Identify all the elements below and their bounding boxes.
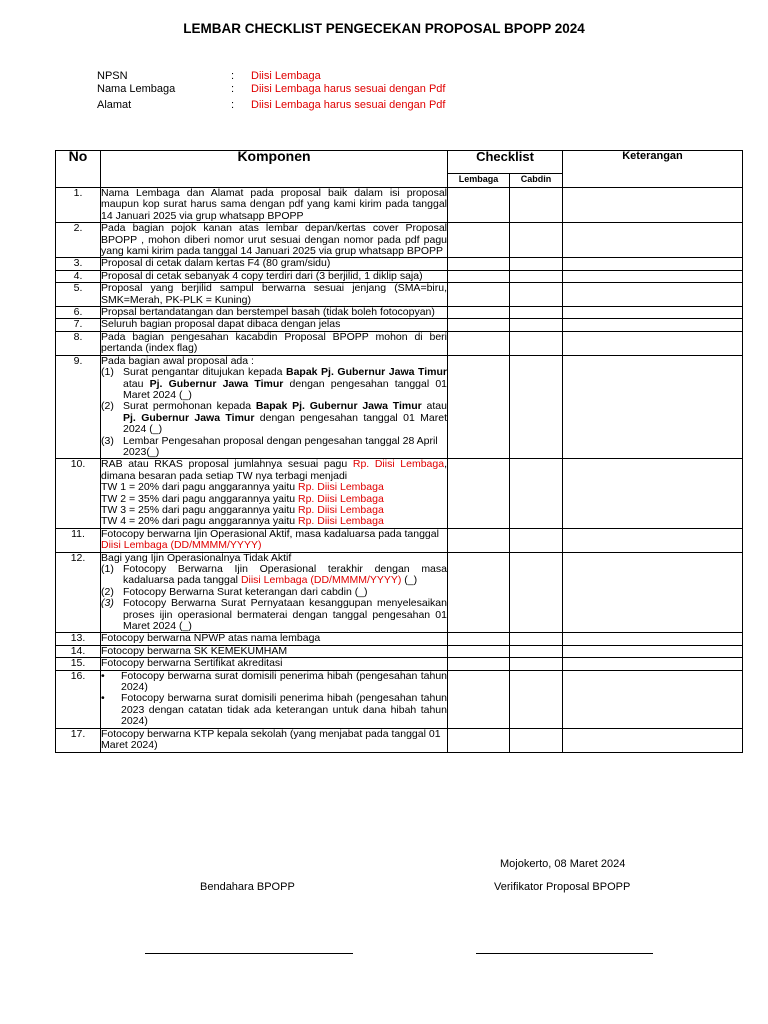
keterangan-cell[interactable] xyxy=(563,728,743,752)
checkbox-cabdin[interactable] xyxy=(510,283,563,307)
checkbox-cabdin[interactable] xyxy=(510,331,563,355)
sub-item-text: dengan pengesahan tanggal 01 Maret 2024 (_) xyxy=(123,377,447,401)
row-component: Proposal di cetak dalam kertas F4 (80 gram/sidu) xyxy=(101,258,448,270)
checkbox-lembaga[interactable] xyxy=(448,528,510,552)
row-component: Nama Lembaga dan Alamat pada proposal baik dalam isi proposal maupun kop surat harus sama dengan pdf yang kami kirim pada tanggal 14 Januari 2025 via grup whatsapp BPOPP xyxy=(101,187,447,222)
row-component: Fotocopy berwarna SK KEMEKUMHAM xyxy=(101,645,448,657)
signer-left-title: Bendahara BPOPP xyxy=(200,881,295,893)
placeholder-text: Rp. Diisi Lembaga xyxy=(298,503,384,516)
row-intro: Pada bagian awal proposal ada : xyxy=(101,354,254,367)
sub-item-marker: (2) xyxy=(101,585,114,598)
keterangan-cell[interactable] xyxy=(563,658,743,670)
checkbox-lembaga[interactable] xyxy=(448,283,510,307)
sub-item-marker: (3) xyxy=(101,434,114,447)
keterangan-cell[interactable] xyxy=(563,319,743,331)
checkbox-lembaga[interactable] xyxy=(448,459,510,528)
checkbox-lembaga[interactable] xyxy=(448,223,510,258)
header-no: No xyxy=(56,151,101,188)
placeholder-text: Rp. Diisi Lembaga xyxy=(298,492,384,505)
row-number: 2. xyxy=(56,223,101,258)
info-label: NPSN xyxy=(97,70,128,82)
checkbox-lembaga[interactable] xyxy=(448,307,510,319)
signature-line-left xyxy=(145,953,353,954)
checkbox-cabdin[interactable] xyxy=(510,728,563,752)
sub-item-bold: Pj. Gubernur Jawa Timur xyxy=(123,411,255,424)
row-component: Fotocopy berwarna NPWP atas nama lembaga xyxy=(101,633,448,645)
tw-label: TW 4 = 20% dari pagu anggarannya yaitu xyxy=(101,515,298,528)
row-component: Fotocopy berwarna KTP kepala sekolah (yang menjabat pada tanggal 01 Maret 2024) xyxy=(101,728,448,752)
checkbox-cabdin[interactable] xyxy=(510,355,563,459)
table-row xyxy=(56,270,743,282)
bullet-item xyxy=(101,671,447,694)
checkbox-cabdin[interactable] xyxy=(510,645,563,657)
keterangan-cell[interactable] xyxy=(563,331,743,355)
header-keterangan: Keterangan xyxy=(563,151,743,188)
checkbox-cabdin[interactable] xyxy=(510,633,563,645)
row-number: 13. xyxy=(56,633,101,645)
checkbox-lembaga[interactable] xyxy=(448,552,510,633)
tw-label: TW 2 = 35% dari pagu anggarannya yaitu xyxy=(101,492,298,505)
header-checklist: Checklist xyxy=(448,151,563,174)
keterangan-cell[interactable] xyxy=(563,528,743,552)
keterangan-cell[interactable] xyxy=(563,307,743,319)
sub-item xyxy=(101,436,447,459)
row-number: 3. xyxy=(56,258,101,270)
keterangan-cell[interactable] xyxy=(563,258,743,270)
table-row xyxy=(56,658,743,670)
checklist-table xyxy=(55,150,743,753)
table-row xyxy=(56,331,743,355)
row-component: Proposal yang berjilid sampul berwarna sesuai jenjang (SMA=biru, SMK=Merah, PK-PLK = Kuning) xyxy=(101,282,447,306)
sub-item-text: Fotocopy Berwarna Ijin Operasional terakhir dengan masa kadaluarsa pada tanggal xyxy=(123,563,447,587)
row-number: 14. xyxy=(56,645,101,657)
row-component: Pada bagian pojok kanan atas lembar depan/kertas cover Proposal BPOPP , mohon diberi nomor urut sesuai dengan nomor pada pdf pagu yang kami kirim pada tanggal 14 Januari 2025 via grup whatsapp BPOPP xyxy=(101,222,447,258)
sub-item-bold: Bapak Pj. Gubernur Jawa Timur xyxy=(286,366,447,379)
bullet-text: Fotocopy berwarna surat domisili penerima hibah (pengesahan tahun 2023 dengan catatan tidak ada keterangan untuk dana hibah tahun 2024) xyxy=(121,692,447,728)
table-row xyxy=(56,307,743,319)
checkbox-cabdin[interactable] xyxy=(510,552,563,633)
sub-item xyxy=(101,564,447,587)
keterangan-cell[interactable] xyxy=(563,552,743,633)
sub-item-text: atau xyxy=(421,400,447,413)
table-row xyxy=(56,223,743,258)
row-number: 15. xyxy=(56,658,101,670)
tw-line xyxy=(101,516,447,527)
sub-item xyxy=(101,367,447,401)
sub-item-marker: (1) xyxy=(101,366,114,379)
bullet-text: Fotocopy berwarna surat domisili penerima hibah (pengesahan tahun 2024) xyxy=(121,669,447,694)
sub-item-text: atau xyxy=(123,377,150,390)
checkbox-cabdin[interactable] xyxy=(510,270,563,282)
page-title: LEMBAR CHECKLIST PENGECEKAN PROPOSAL BPOPP 2024 xyxy=(183,21,585,36)
info-colon: : xyxy=(231,99,235,111)
checkbox-lembaga[interactable] xyxy=(448,319,510,331)
sub-item-text: (_) xyxy=(401,574,418,587)
table-row xyxy=(56,552,743,633)
info-value: Diisi Lembaga xyxy=(251,70,321,82)
checkbox-cabdin[interactable] xyxy=(510,319,563,331)
placeholder-text: Rp. Diisi Lembaga xyxy=(352,458,445,471)
checkbox-cabdin[interactable] xyxy=(510,459,563,528)
info-label: Nama Lembaga xyxy=(97,83,176,95)
sub-item-marker: (2) xyxy=(101,400,114,413)
keterangan-cell[interactable] xyxy=(563,670,743,728)
sub-item xyxy=(101,401,447,435)
row-component xyxy=(101,459,448,528)
checkbox-lembaga[interactable] xyxy=(448,270,510,282)
sub-item-body: Fotocopy Berwarna Surat keterangan dari cabdin (_) xyxy=(123,585,368,598)
row-number: 5. xyxy=(56,283,101,307)
info-value: Diisi Lembaga harus sesuai dengan Pdf xyxy=(251,99,446,111)
sub-item-body: Fotocopy Berwarna Surat Pernyataan kesanggupan menyelesaikan proses ijin operasional bermaterai dengan tanggal pengesahan 01 Maret 2024 (_) xyxy=(123,597,447,633)
checkbox-cabdin[interactable] xyxy=(510,258,563,270)
table-row xyxy=(56,283,743,307)
row-number: 12. xyxy=(56,552,101,633)
checkbox-cabdin[interactable] xyxy=(510,223,563,258)
row-number: 4. xyxy=(56,270,101,282)
keterangan-cell[interactable] xyxy=(563,283,743,307)
checkbox-lembaga[interactable] xyxy=(448,633,510,645)
checkbox-lembaga[interactable] xyxy=(448,645,510,657)
checkbox-lembaga[interactable] xyxy=(448,728,510,752)
row-component: Seluruh bagian proposal dapat dibaca dengan jelas xyxy=(101,319,448,331)
checkbox-lembaga[interactable] xyxy=(448,188,510,223)
sub-item xyxy=(101,598,447,632)
sub-item-text: Surat pengantar ditujukan kepada xyxy=(123,366,286,379)
checkbox-cabdin[interactable] xyxy=(510,658,563,670)
checkbox-lembaga[interactable] xyxy=(448,658,510,670)
bullet-item xyxy=(101,693,447,727)
sub-item-marker: (3) xyxy=(101,597,114,610)
table-row xyxy=(56,728,743,752)
sub-item-body xyxy=(123,564,447,587)
table-row xyxy=(56,319,743,331)
checkbox-cabdin[interactable] xyxy=(510,188,563,223)
row-intro xyxy=(101,459,447,482)
signer-right-title: Verifikator Proposal BPOPP xyxy=(494,881,631,893)
keterangan-cell[interactable] xyxy=(563,223,743,258)
checkbox-cabdin[interactable] xyxy=(510,307,563,319)
info-colon: : xyxy=(231,83,235,95)
keterangan-cell[interactable] xyxy=(563,355,743,459)
row-component: Propsal bertandatangan dan berstempel basah (tidak boleh fotocopyan) xyxy=(101,307,448,319)
signature-line-right xyxy=(476,953,653,954)
row-component xyxy=(101,528,448,552)
row-number: 8. xyxy=(56,331,101,355)
table-row xyxy=(56,528,743,552)
placeholder-text: Diisi Lembaga (DD/MMMM/YYYY) xyxy=(240,574,402,587)
header-komponen: Komponen xyxy=(101,151,448,188)
bullet-marker: • xyxy=(101,692,105,705)
sub-item-text: dengan pengesahan tanggal 01 Maret 2024 (_) xyxy=(123,411,447,436)
sub-item-body xyxy=(123,367,447,401)
row-number: 17. xyxy=(56,728,101,752)
table-row xyxy=(56,188,743,223)
row-number: 16. xyxy=(56,670,101,728)
place-date: Mojokerto, 08 Maret 2024 xyxy=(500,858,626,870)
row-number: 6. xyxy=(56,307,101,319)
row-component: Pada bagian pengesahan kacabdin Proposal BPOPP mohon di beri pertanda (index flag) xyxy=(101,330,447,355)
row-component: Proposal di cetak sebanyak 4 copy terdiri dari (3 berjilid, 1 diklip saja) xyxy=(101,270,448,282)
keterangan-cell[interactable] xyxy=(563,270,743,282)
keterangan-cell[interactable] xyxy=(563,633,743,645)
row-component xyxy=(101,355,448,459)
sub-item-bold: Pj. Gubernur Jawa Timur xyxy=(149,377,284,390)
row-component xyxy=(101,552,448,633)
row-number: 9. xyxy=(56,355,101,459)
checkbox-cabdin[interactable] xyxy=(510,528,563,552)
sub-item-marker: (1) xyxy=(101,563,114,575)
tw-label: TW 1 = 20% dari pagu anggarannya yaitu xyxy=(101,481,298,494)
header-lembaga: Lembaga xyxy=(448,174,510,188)
table-row xyxy=(56,645,743,657)
sub-item-body: Lembar Pengesahan proposal dengan pengesahan tanggal 28 April 2023(_) xyxy=(123,434,438,458)
sub-item-bold: Bapak Pj. Gubernur Jawa Timur xyxy=(255,400,422,413)
placeholder-text: Rp. Diisi Lembaga xyxy=(298,515,384,528)
row-text: RAB atau RKAS proposal jumlahnya sesuai pagu xyxy=(101,458,353,471)
row-number: 7. xyxy=(56,319,101,331)
header-cabdin: Cabdin xyxy=(510,174,563,188)
info-colon: : xyxy=(231,70,235,82)
sub-item-text: Surat permohonan kepada xyxy=(123,400,256,413)
row-text: Fotocopy berwarna Ijin Operasional Aktif, masa kadaluarsa pada tanggal xyxy=(101,527,439,540)
info-label: Alamat xyxy=(97,99,132,111)
row-text: , dimana besaran pada setiap TW nya terbagi menjadi xyxy=(101,458,447,482)
tw-label: TW 3 = 25% dari pagu anggarannya yaitu xyxy=(101,503,298,516)
table-row xyxy=(56,459,743,528)
info-value: Diisi Lembaga harus sesuai dengan Pdf xyxy=(251,83,446,95)
keterangan-cell[interactable] xyxy=(563,459,743,528)
table-row xyxy=(56,670,743,728)
row-number: 11. xyxy=(56,528,101,552)
checkbox-cabdin[interactable] xyxy=(510,670,563,728)
checkbox-lembaga[interactable] xyxy=(448,258,510,270)
checkbox-lembaga[interactable] xyxy=(448,331,510,355)
row-component xyxy=(101,670,448,728)
bullet-marker: • xyxy=(101,669,105,682)
sub-item-body xyxy=(123,401,447,435)
table-row xyxy=(56,355,743,459)
row-component: Fotocopy berwarna Sertifikat akreditasi xyxy=(101,658,448,670)
row-number: 10. xyxy=(56,459,101,528)
placeholder-text: Rp. Diisi Lembaga xyxy=(298,481,384,494)
keterangan-cell[interactable] xyxy=(563,188,743,223)
row-intro: Bagi yang Ijin Operasionalnya Tidak Aktif xyxy=(101,551,292,564)
keterangan-cell[interactable] xyxy=(563,645,743,657)
row-number: 1. xyxy=(56,188,101,223)
table-row xyxy=(56,633,743,645)
checkbox-lembaga[interactable] xyxy=(448,670,510,728)
table-row xyxy=(56,258,743,270)
placeholder-text: Diisi Lembaga (DD/MMMM/YYYY) xyxy=(101,539,262,552)
checkbox-lembaga[interactable] xyxy=(448,355,510,459)
